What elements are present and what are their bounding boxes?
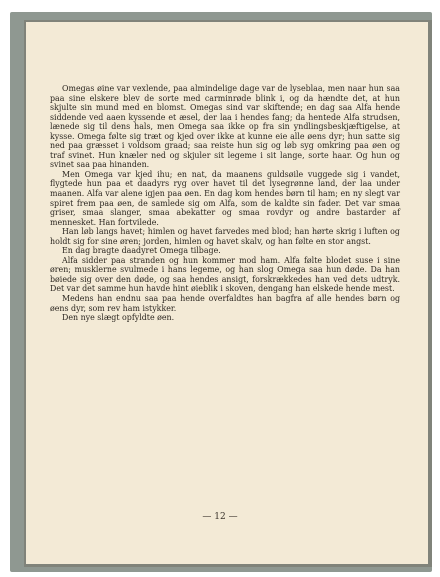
- paragraph: Den nye slægt opfyldte øen.: [62, 313, 175, 323]
- paragraph: Alfa sidder paa stranden og hun kommer mod ham. Alfa følte blodet suse i sine øren; musklerne svulmede i hans legeme, og han slog Omega saa hun døde. Da han bøiede sig over den døde, og saa hendes ansigt, forskrækkedes han ved dets udtryk. Det var det samme hun havde hint øieblik i skoven, dengang han elskede hende mest.: [50, 255, 400, 294]
- paragraph: Omegas øine var vexlende, paa almindelige dage var de lyseblaa, men naar hun saa paa sine elskere blev de sorte med carminrøde blink i, og da hændte det, at hun skjulte sin mund med en blomst. Omegas sind var skiftende; en dag saa Alfa hende siddende ved aaen kyssende et æsel, der laa i hendes fang; da hentede Alfa strudsen, lænede sig til dens hals, men Omega saa ikke op fra sin yndlingsbeskjæftigelse, at kysse. Omega følte sig træt og kjed over ikke at kunne eie alle øens dyr; hun satte sig ned paa græsset i voldsom graad; saa reiste hun sig og løb syg omkring paa øen og traf svinet. Hun knæler ned og skjuler sit legeme i sit lange, sorte haar. Og hun og svinet saa paa hinanden.: [50, 84, 400, 170]
- body-text: [50, 84, 400, 323]
- paragraph: En dag bragte daadyret Omega tilbage.: [62, 246, 221, 256]
- paragraph: Han løb langs havet; himlen og havet farvedes med blod; han hørte skrig i luften og holdt sig for sine øren; jorden, himlen og havet skalv, og han følte en stor angst.: [50, 227, 400, 246]
- page-number: — 12 —: [202, 512, 238, 522]
- paragraph: Men Omega var kjed ihu; en nat, da maanens guldsøile vuggede sig i vandet, flygtede hun paa et daadyrs ryg over havet til det lysegrønne land, der laa under maanen. Alfa var alene igjen paa øen. En dag kom hendes børn til ham; en ny slegt var spiret frem paa øen, de samlede sig om Alfa, som de kaldte sin fader. Det var smaa griser, smaa slanger, smaa abekatter og smaa rovdyr og andre bastarder af mennesket. Han fortvilede.: [50, 169, 400, 227]
- paragraph: Medens han endnu saa paa hende overfaldtes han bagfra af alle hendes børn og øens dyr, som rev ham istykker.: [50, 294, 400, 313]
